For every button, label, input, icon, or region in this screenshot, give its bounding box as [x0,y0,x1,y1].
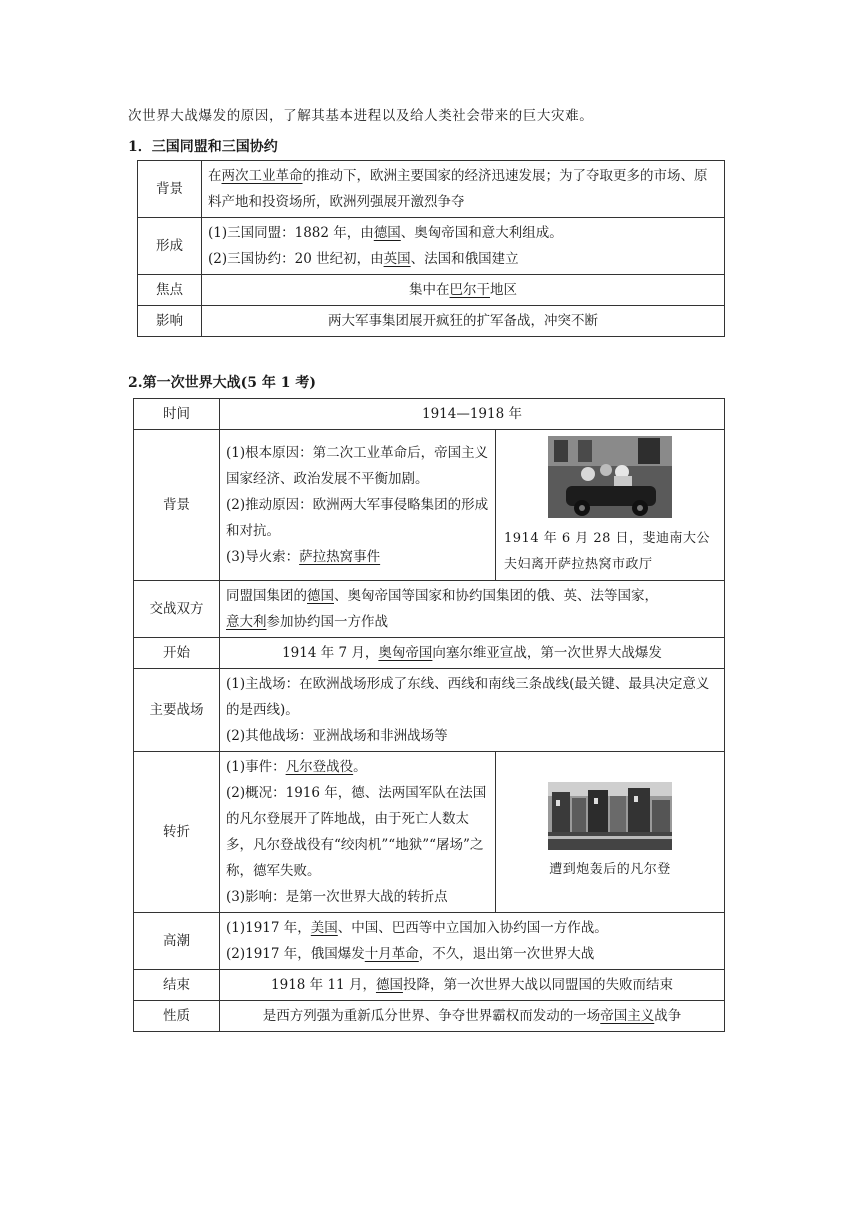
sarajevo-photo [548,436,672,518]
table-row [138,218,725,275]
text: (1)根本原因：第二次工业革命后，帝国主义国家经济、政治发展不平衡加剧。 [226,445,489,487]
text: 是西方列强为重新瓜分世界、争夺世界霸权而发动的一场 [262,1008,601,1024]
table-row [134,913,725,970]
underlined-term: 德国 [307,588,334,604]
text: (2)1917 年，俄国爆发 [226,946,365,962]
underlined-term: 德国 [373,225,401,241]
text: 集中在 [409,282,450,298]
photo-caption-verdun: 遭到炮轰后的凡尔登 [549,862,671,877]
underlined-term: 两次工业革命 [221,168,303,184]
text: 地区 [490,282,517,298]
text: (3)导火索： [226,549,300,565]
row-label-start: 开始 [134,638,220,669]
row-content-background [202,161,725,218]
underlined-term: 德国 [375,977,403,993]
text: 、法国和俄国建立 [410,251,519,267]
text: 同盟国集团的 [226,588,307,604]
table-row [134,970,725,1001]
row-label-sides: 交战双方 [134,581,220,638]
section-heading-1: 1．三国同盟和三国协约 [128,139,278,155]
row-content-focus [202,275,725,306]
underlined-term: 十月革命 [364,946,419,962]
table-row [134,638,725,669]
row-label-nature: 性质 [134,1001,220,1032]
text: 投降，第一次世界大战以同盟国的失败而结束 [402,977,673,993]
row-label-background: 背景 [138,161,202,218]
underlined-term: 美国 [310,920,338,936]
row-content-climax [220,913,725,970]
text: 的推动下，欧洲主要国家的经济迅速发展；为了夺取更多的市场、原料产地和投资场所，欧洲列强展开激烈争夺 [208,168,708,210]
row-label-focus: 焦点 [138,275,202,306]
row-label-battlefield: 主要战场 [134,669,220,752]
ww1-table [133,398,725,1032]
row-content-battlefield [220,669,725,752]
text: (2)三国协约：20 世纪初，由 [208,251,384,267]
text: (1)三国同盟：1882 年，由 [208,225,374,241]
text: 1918 年 11 月， [271,977,376,993]
text: 。 [353,759,367,775]
underlined-term: 奥匈帝国 [378,645,433,661]
row-content-sides [220,581,725,638]
table-row [134,430,725,581]
row-label-end: 结束 [134,970,220,1001]
row-label-time: 时间 [134,399,220,430]
row-label-impact: 影响 [138,306,202,337]
text: (2)概况：1916 年，德、法两国军队在法国的凡尔登展开了阵地战，由于死亡人数太多，凡尔登战役有“绞肉机”“地狱”“屠场”之称，德军失败。 [226,785,487,879]
table-row [134,669,725,752]
table-row [134,752,725,913]
text: (1)事件： [226,759,286,775]
text: (2)推动原因：欧洲两大军事侵略集团的形成和对抗。 [226,497,489,539]
row-label-turning-point: 转折 [134,752,220,913]
section-heading-2: 2.第一次世界大战(5 年 1 考) [128,375,316,391]
row-content-turning-point [220,752,496,913]
photo-caption-sarajevo: 1914 年 6 月 28 日，斐迪南大公夫妇离开萨拉热窝市政厅 [504,531,711,572]
text: 、中国、巴西等中立国加入协约国一方作战。 [337,920,608,936]
photo-cell-sarajevo [496,430,725,581]
photo-cell-verdun [496,752,725,913]
table-row [134,1001,725,1032]
intro-text: 次世界大战爆发的原因，了解其基本进程以及给人类社会带来的巨大灾难。 [128,108,594,124]
row-content-formation [202,218,725,275]
underlined-term: 凡尔登战役 [285,759,354,775]
table-row [134,581,725,638]
row-content-end [220,970,725,1001]
row-content-time: 1914—1918 年 [220,399,725,430]
text: 1914 年 7 月， [282,645,379,661]
row-label-background: 背景 [134,430,220,581]
table-row [138,275,725,306]
row-content-nature [220,1001,725,1032]
verdun-photo [548,782,672,850]
table-row [138,306,725,337]
alliance-table [137,160,725,337]
row-label-climax: 高潮 [134,913,220,970]
table-row [138,161,725,218]
text: ，不久，退出第一次世界大战 [418,946,595,962]
text: 战争 [654,1008,682,1024]
table-row [134,399,725,430]
underlined-term: 英国 [383,251,411,267]
text: 在 [208,168,222,184]
row-content-start [220,638,725,669]
row-content-background [220,430,496,581]
row-label-formation: 形成 [138,218,202,275]
text: 参加协约国一方作战 [266,614,388,630]
text: 向塞尔维亚宣战，第一次世界大战爆发 [432,645,662,661]
text: (3)影响：是第一次世界大战的转折点 [226,889,448,905]
text: (1)主战场：在欧洲战场形成了东线、西线和南线三条战线(最关键、最具决定意义的是西线)。 [226,676,710,718]
underlined-term: 萨拉热窝事件 [299,549,381,565]
underlined-term: 巴尔干 [449,282,490,298]
underlined-term: 意大利 [226,614,267,630]
text: 、奥匈帝国和意大利组成。 [400,225,563,241]
text: (2)其他战场：亚洲战场和非洲战场等 [226,728,448,744]
row-content-impact: 两大军事集团展开疯狂的扩军备战，冲突不断 [202,306,725,337]
underlined-term: 帝国主义 [600,1008,655,1024]
text: 、奥匈帝国等国家和协约国集团的俄、英、法等国家， [334,588,658,604]
text: (1)1917 年， [226,920,311,936]
